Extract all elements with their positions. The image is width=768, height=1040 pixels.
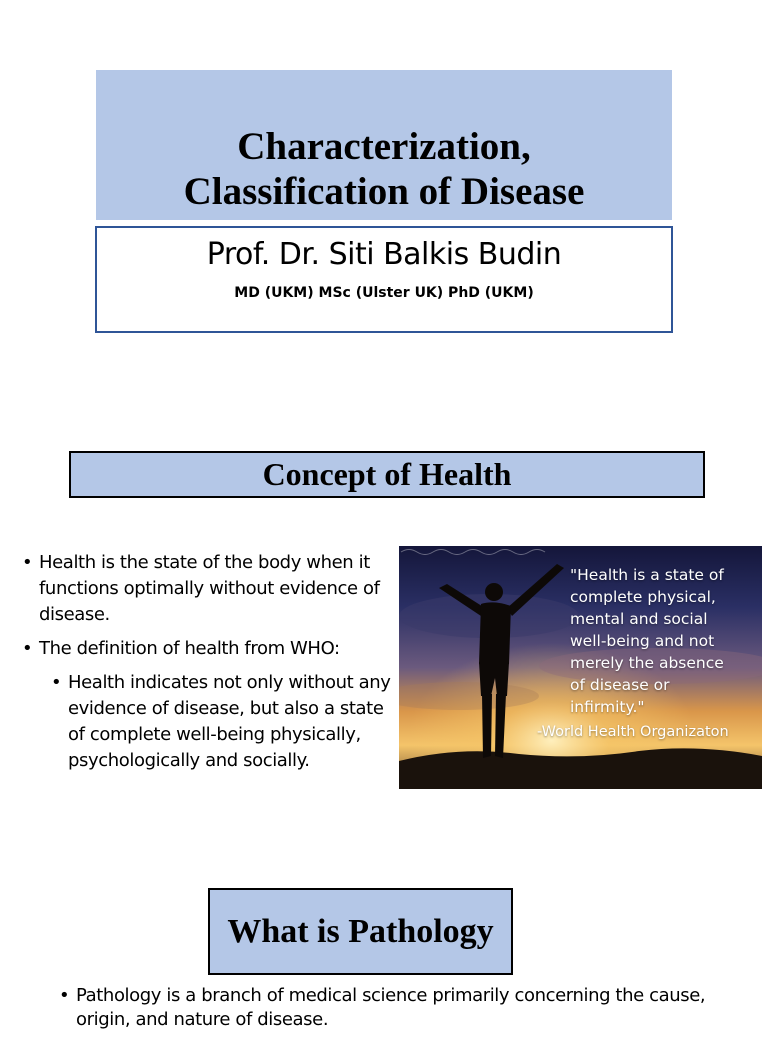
slide-title: [184, 124, 585, 214]
who-quote-source: -World Health Organizaton: [537, 724, 729, 740]
slide-title-line-1: Characterization,: [237, 125, 531, 168]
health-heading: Concept of Health: [262, 456, 512, 492]
pathology-heading: What is Pathology: [227, 912, 494, 950]
sub-bullet-item: • Health indicates not only without any evidence of disease, but also a state of complete well-being physically, psychologically and socially.: [49, 670, 395, 774]
health-heading-bar: [69, 451, 705, 498]
who-quote-text: "Health is a state of complete physical, mental and social well-being and not merely the absence of disease or infirmity.": [570, 566, 724, 716]
slide-title-line-2: Classification of Disease: [183, 170, 585, 213]
title-banner: [96, 70, 672, 220]
watermark-graphic: [399, 546, 549, 556]
bullet-item: • The definition of health from WHO:: [20, 636, 395, 662]
bullet-item: • Pathology is a branch of medical science primarily concerning the cause, origin, and nature of disease.: [57, 984, 707, 1032]
health-bullet-list: [20, 550, 395, 782]
pathology-heading-box: [208, 888, 513, 975]
who-quote-image: [399, 546, 762, 789]
subtitle-box: [95, 226, 673, 333]
author-degrees: MD (UKM) MSc (Ulster UK) PhD (UKM): [234, 285, 534, 301]
bullet-item: • Health is the state of the body when it functions optimally without evidence of disease.: [20, 550, 395, 628]
author-name: Prof. Dr. Siti Balkis Budin: [206, 237, 562, 272]
pathology-bullet-list: [57, 984, 707, 1040]
